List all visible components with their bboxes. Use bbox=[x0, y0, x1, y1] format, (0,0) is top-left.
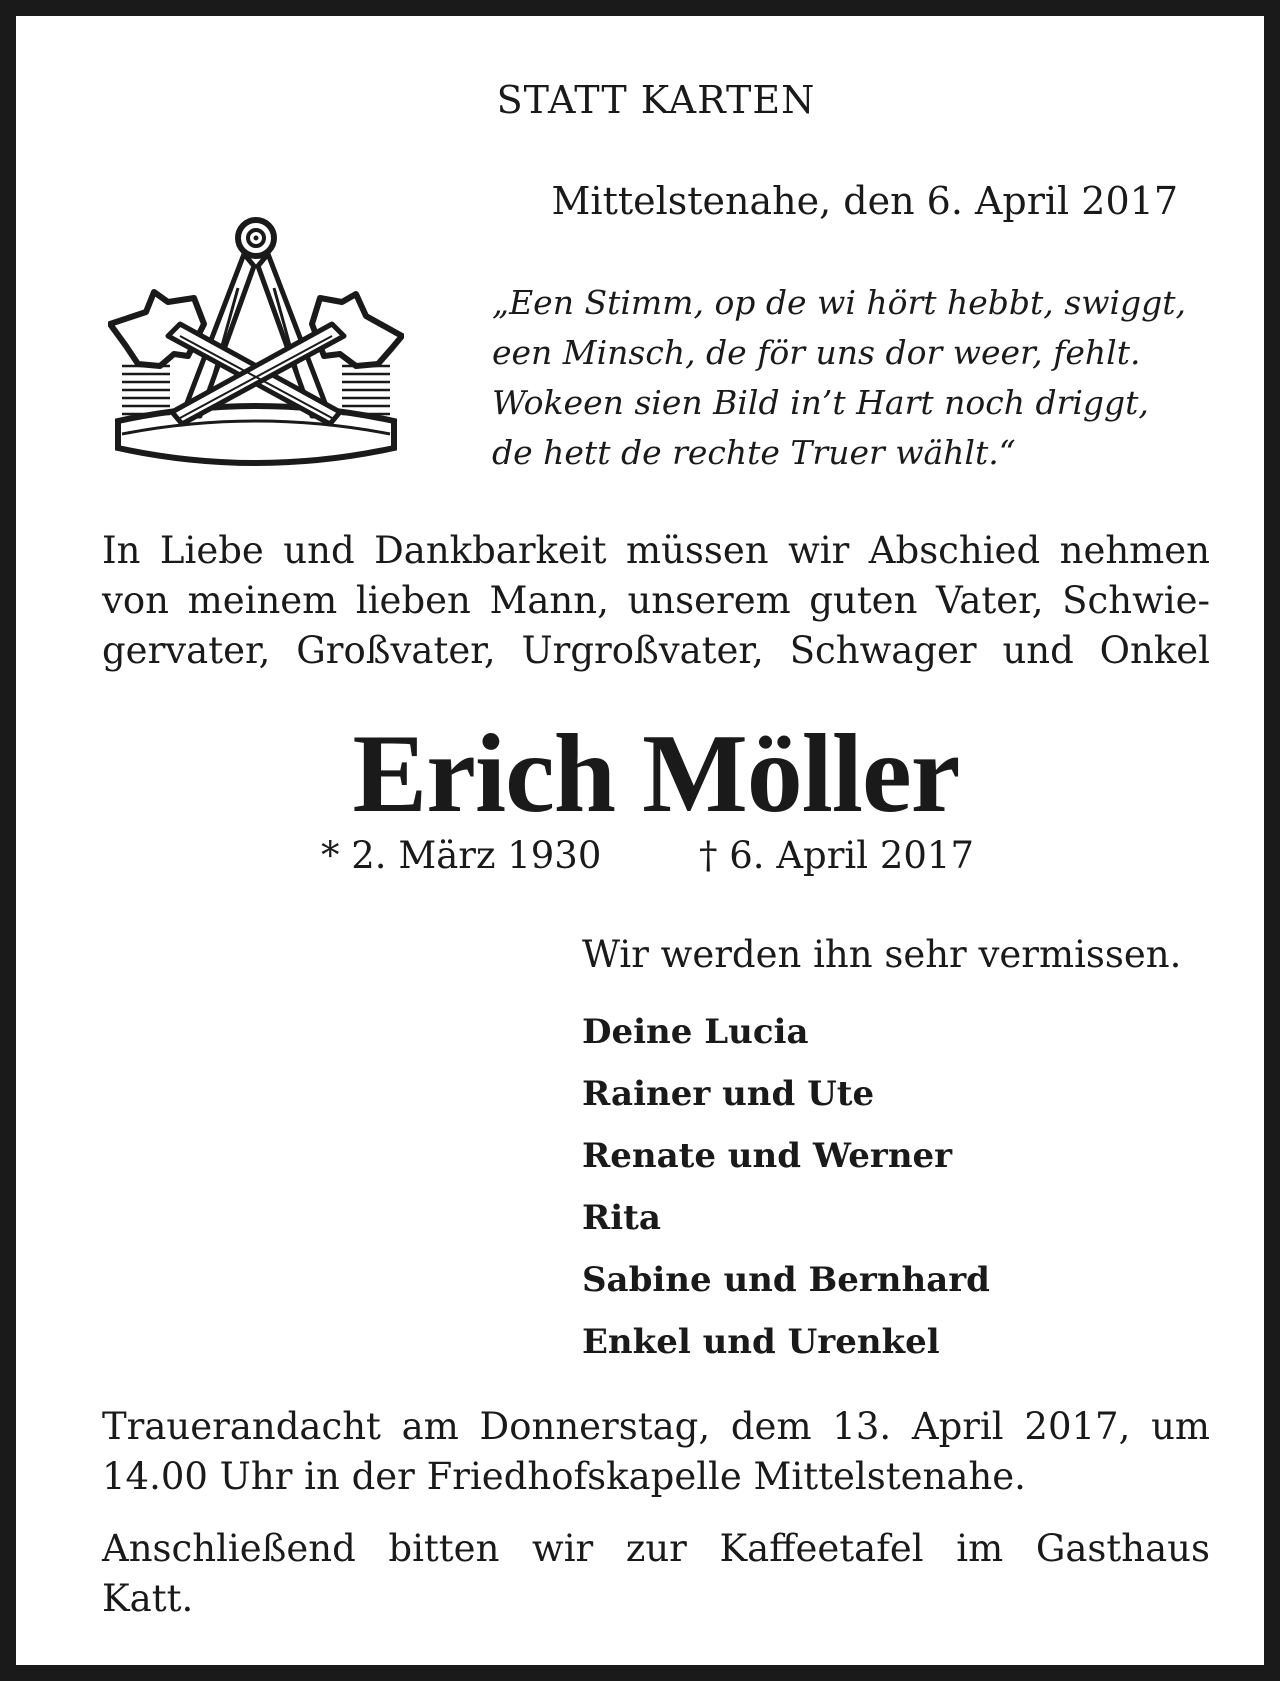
birth-date: * 2. März 1930 bbox=[321, 834, 602, 877]
signer: Renate und Werner bbox=[582, 1136, 953, 1176]
signer: Deine Lucia bbox=[582, 1012, 809, 1052]
intro-text bbox=[102, 526, 1210, 676]
signer: Rainer und Ute bbox=[582, 1074, 875, 1114]
coffee-line: Anschließend bitten wir zur Kaffeetafel im Gasthaus bbox=[102, 1527, 1210, 1570]
coffee-line: Katt. bbox=[102, 1577, 194, 1620]
deceased-name: Erich Möller bbox=[352, 712, 960, 836]
signer: Rita bbox=[582, 1198, 661, 1238]
header-statt-karten: STATT KARTEN bbox=[496, 78, 816, 122]
intro-line: In Liebe und Dankbarkeit müssen wir Abschied nehmen bbox=[102, 529, 1210, 572]
closing-line: Wir werden ihn sehr vermissen. bbox=[582, 933, 1182, 976]
verse-line: Wokeen sien Bild in’t Hart noch driggt, bbox=[492, 383, 1149, 422]
signer: Sabine und Bernhard bbox=[582, 1260, 990, 1300]
intro-line: von meinem lieben Mann, unserem guten Vater, Schwie- bbox=[102, 579, 1210, 622]
carpenter-guild-emblem-icon bbox=[108, 216, 404, 478]
dateline: Mittelstenahe, den 6. April 2017 bbox=[551, 179, 1178, 223]
service-info bbox=[102, 1402, 1210, 1502]
service-line: 14.00 Uhr in der Friedhofskapelle Mittelstenahe. bbox=[102, 1455, 1026, 1498]
signer: Enkel und Urenkel bbox=[582, 1322, 940, 1362]
intro-line: gervater, Großvater, Urgroßvater, Schwager und Onkel bbox=[102, 629, 1210, 672]
verse-line: een Minsch, de för uns dor weer, fehlt. bbox=[492, 333, 1141, 372]
coffee-info bbox=[102, 1524, 1210, 1624]
verse-line: de hett de rechte Truer wählt.“ bbox=[492, 433, 1016, 472]
death-date: † 6. April 2017 bbox=[699, 834, 975, 877]
service-line: Trauerandacht am Donnerstag, dem 13. April 2017, um bbox=[102, 1405, 1210, 1448]
verse-line: „Een Stimm, op de wi hört hebbt, swiggt, bbox=[492, 283, 1187, 322]
verse bbox=[492, 278, 1186, 478]
signers-list bbox=[582, 1001, 990, 1373]
